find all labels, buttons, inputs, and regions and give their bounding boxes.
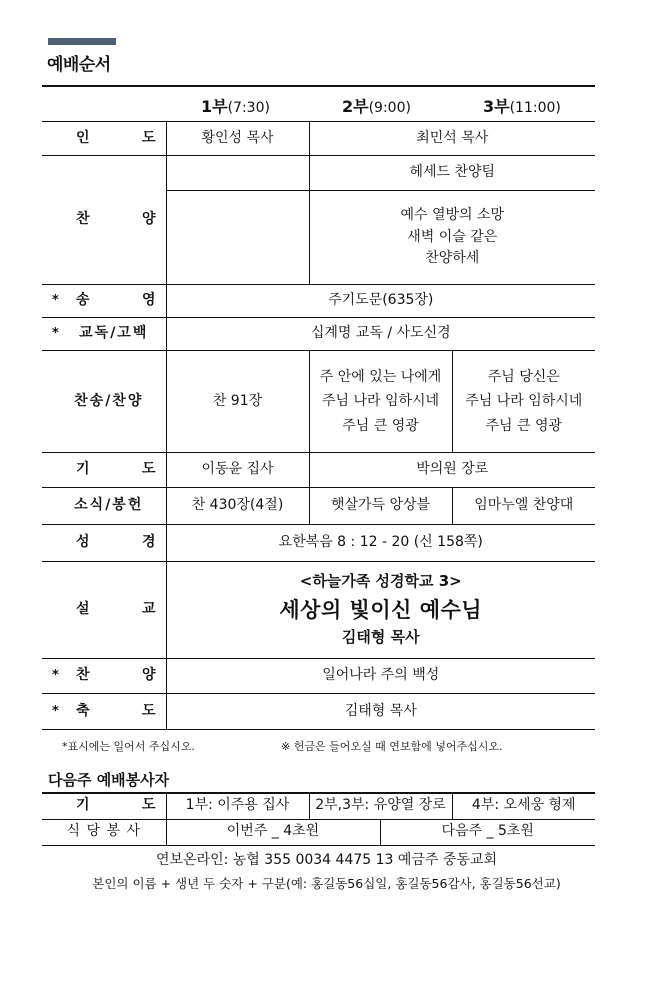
cell-value: 임마누엘 찬양대 [452, 488, 595, 525]
row-sermon [42, 562, 595, 659]
service-1-heading: 1부(7:30) [201, 97, 270, 116]
row-label: 찬송/찬양 [42, 351, 166, 453]
next-prayer-row [42, 793, 595, 819]
row-label: 기 도 [42, 793, 166, 819]
row-hymn [42, 351, 595, 453]
row-label: * 송 영 [42, 285, 166, 318]
cell-value: 십계명 교독 / 사도신경 [166, 318, 595, 351]
worship-order-table [42, 121, 595, 730]
cell-value: 2부,3부: 유양열 장로 [309, 793, 452, 819]
next-week-table [42, 792, 595, 846]
cell-value: 4부: 오세웅 형제 [452, 793, 595, 819]
cell-value: 다음주 _ 5초원 [380, 819, 595, 845]
hymn-list-s3: 주님 당신은 주님 나라 임하시네 주님 큰 영광 [452, 351, 595, 453]
top-rule [42, 85, 595, 87]
row-creed [42, 318, 595, 351]
row-label: 성 경 [42, 525, 166, 562]
row-label: * 축 도 [42, 694, 166, 730]
service-header [165, 94, 595, 120]
row-prayer [42, 453, 595, 488]
cell-value: 주기도문(635장) [166, 285, 595, 318]
service-2-heading: 2부(9:00) [342, 97, 411, 116]
row-label: 소식/봉헌 [42, 488, 166, 525]
next-week-title: 다음주 예배봉사자 [48, 771, 170, 789]
sermon-speaker: 김태형 목사 [341, 628, 420, 647]
offering-instructions: 본인의 이름 + 생년 두 숫자 + 구분(예: 홍길동56십일, 홍길동56감사, 홍길동56선교) [92, 876, 561, 891]
kitchen-row [42, 819, 595, 845]
row-label: * 교독/고백 [42, 318, 166, 351]
cell-empty [166, 156, 309, 191]
cell-value: 헤세드 찬양팀 [309, 156, 595, 191]
row-invocation [42, 122, 595, 156]
sermon-title: 세상의 빛이신 예수님 [279, 597, 483, 622]
row-label: * 찬 양 [42, 659, 166, 694]
cell-value: 요한복음 8 : 12 - 20 (신 158쪽) [166, 525, 595, 562]
cell-value: 이번주 _ 4초원 [166, 819, 380, 845]
cell-value: 1부: 이주용 집사 [166, 793, 309, 819]
service-3-heading: 3부(11:00) [483, 97, 561, 116]
row-label: 찬 양 [42, 156, 166, 285]
cell-empty [166, 191, 309, 285]
stand-note: *표시에는 일어서 주십시오. [62, 740, 195, 753]
section-title: 예배순서 [47, 55, 111, 75]
row-label: 인 도 [42, 122, 166, 156]
cell-value: 최민석 목사 [309, 122, 595, 156]
row-label: 설 교 [42, 562, 166, 659]
cell-value: 이동윤 집사 [166, 453, 309, 488]
row-scripture [42, 525, 595, 562]
row-label: 식 당 봉 사 [42, 819, 166, 845]
row-praise [42, 156, 595, 191]
row-benediction [42, 694, 595, 730]
cell-value: 햇살가득 앙상블 [309, 488, 452, 525]
cell-value: 김태형 목사 [166, 694, 595, 730]
cell-value: 일어나라 주의 백성 [166, 659, 595, 694]
row-doxology [42, 285, 595, 318]
cell-value: 황인성 목사 [166, 122, 309, 156]
row-label: 기 도 [42, 453, 166, 488]
cell-value: 찬 430장(4절) [166, 488, 309, 525]
praise-song-list: 예수 열방의 소망 새벽 이슬 같은 찬양하세 [309, 191, 595, 285]
offering-note: ※ 헌금은 들어오실 때 연보함에 넣어주십시오. [281, 740, 503, 753]
online-offering-info: 연보온라인: 농협 355 0034 4475 13 예금주 중동교회 [156, 852, 497, 868]
row-closing-hymn [42, 659, 595, 694]
sermon-series: <하늘가족 성경학교 3> [299, 572, 462, 591]
cell-value: 박의원 장로 [309, 453, 595, 488]
row-offering [42, 488, 595, 525]
hymn-list-s2: 주 안에 있는 나에게 주님 나라 임하시네 주님 큰 영광 [309, 351, 452, 453]
sermon-cell [166, 562, 595, 659]
title-accent-bar [48, 38, 116, 45]
cell-value: 찬 91장 [166, 351, 309, 453]
